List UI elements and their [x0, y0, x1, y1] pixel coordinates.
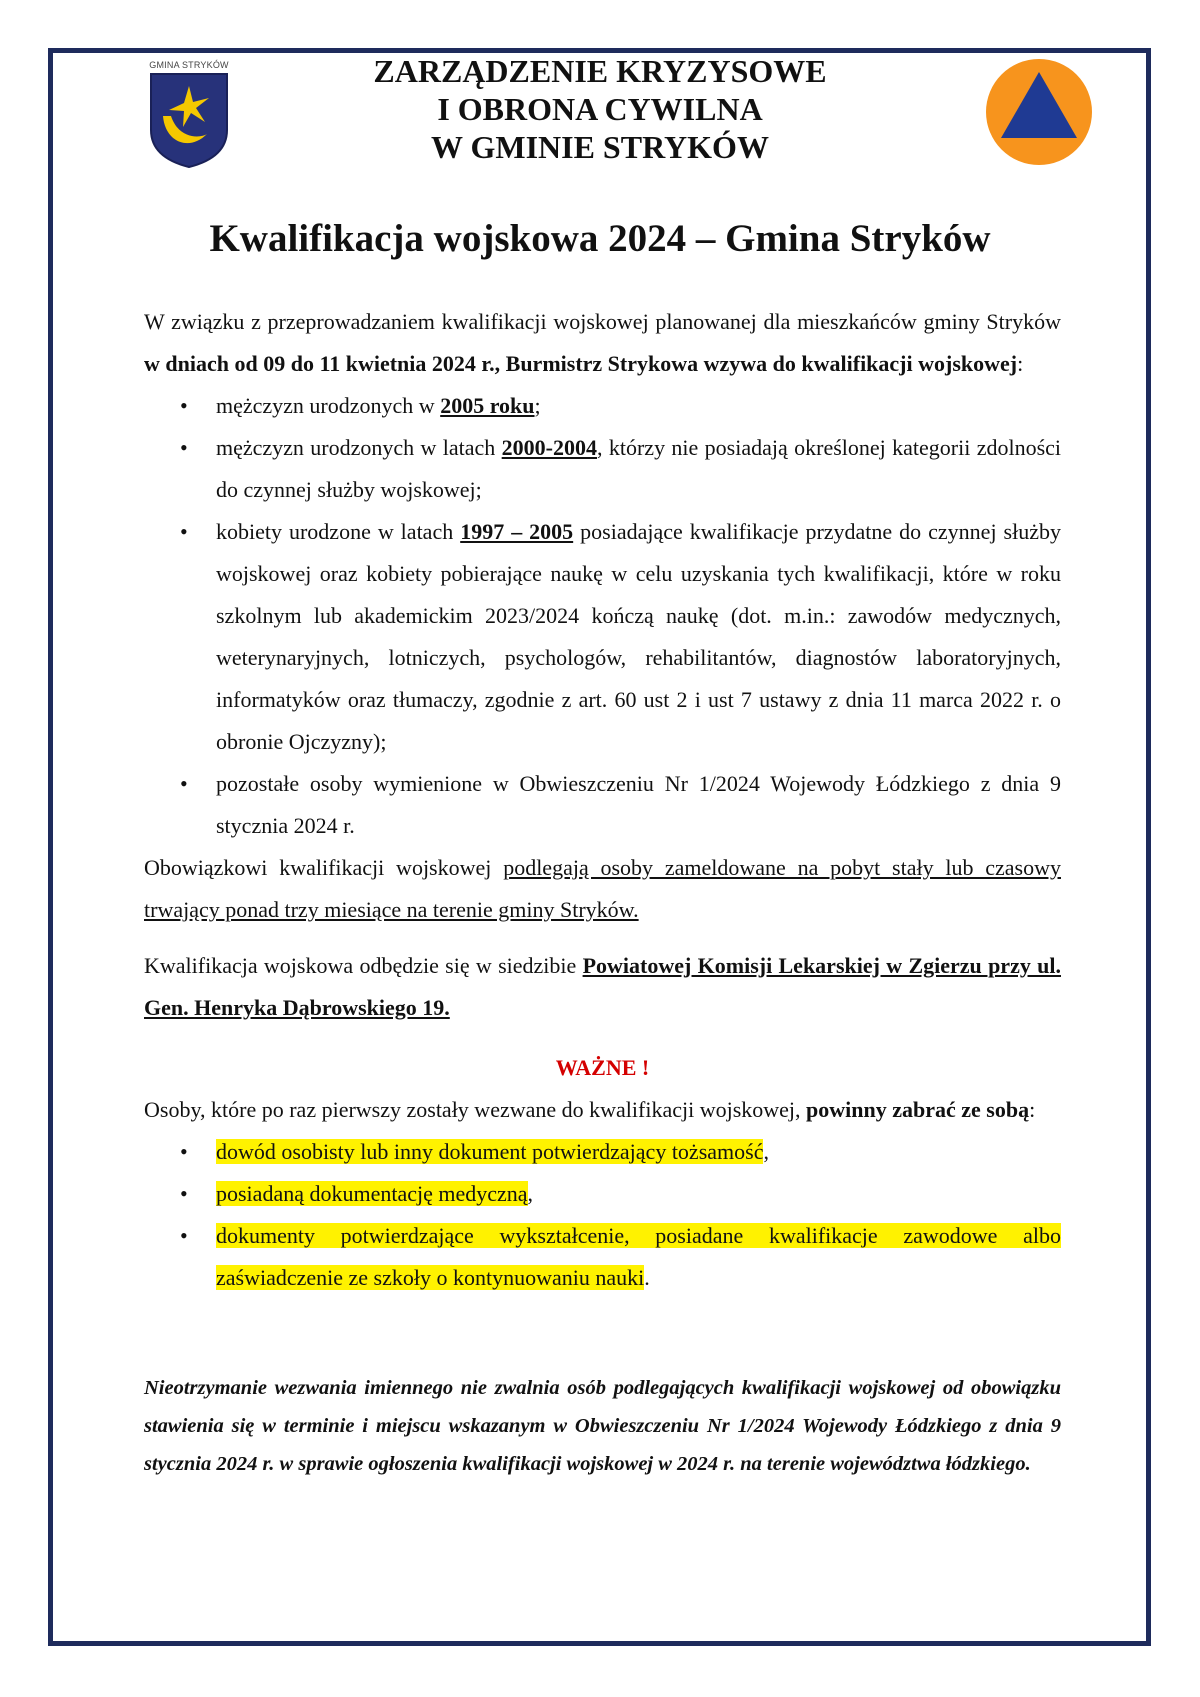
highlighted-text: posiadaną dokumentację medyczną — [216, 1181, 528, 1206]
crest-shield-icon — [149, 72, 229, 168]
intro-paragraph — [144, 301, 1061, 385]
list-item-punct: , — [527, 1181, 534, 1206]
civil-defence-logo-icon — [985, 58, 1093, 166]
document-body — [144, 301, 1061, 1483]
gmina-crest — [149, 60, 229, 168]
intro-text: W związku z przeprowadzaniem kwalifikacji wojskowej planowanej dla mieszkańców gminy Stryków — [144, 309, 1061, 334]
list-item-text: kobiety urodzone w latach — [216, 519, 461, 544]
summoned-groups-list — [144, 385, 1061, 847]
list-item — [216, 1173, 1061, 1215]
required-documents-list — [144, 1131, 1061, 1299]
list-item-punct: ; — [534, 393, 541, 418]
important-text: Osoby, które po raz pierwszy zostały wezwane do kwalifikacji wojskowej, — [144, 1097, 807, 1122]
highlighted-text: dowód osobisty lub inny dokument potwierdzający tożsamość — [216, 1139, 764, 1164]
list-item — [216, 427, 1061, 511]
list-item-text: , którzy nie posiadają określonej kategorii zdolności do czynnej służby wojskowej; — [216, 435, 1062, 502]
obligation-text: Obowiązkowi kwalifikacji wojskowej — [144, 855, 504, 880]
header-line-2: I OBRONA CYWILNA — [437, 91, 763, 127]
header-title — [300, 52, 900, 166]
crest-label: GMINA STRYKÓW — [149, 60, 229, 70]
list-item — [216, 1131, 1061, 1173]
list-item-punct: . — [644, 1265, 650, 1290]
list-item — [216, 511, 1061, 763]
important-colon: : — [1029, 1097, 1036, 1122]
list-item-punct: , — [763, 1139, 769, 1164]
obligation-underlined: podlegają osoby zameldowane na pobyt stały lub czasowy trwający ponad trzy miesiące na terenie gminy Stryków. — [144, 855, 1061, 922]
obligation-paragraph — [144, 847, 1061, 931]
list-item-year: 1997 – 2005 — [460, 519, 574, 544]
document-title: Kwalifikacja wojskowa 2024 – Gmina Stryków — [209, 217, 991, 260]
location-address: Powiatowej Komisji Lekarskiej w Zgierzu przy ul. Gen. Henryka Dąbrowskiego 19. — [144, 953, 1061, 1020]
intro-bold: w dniach od 09 do 11 kwietnia 2024 r., Burmistrz Strykowa wzywa do kwalifikacji wojskowej — [144, 351, 1018, 376]
intro-colon: : — [1017, 351, 1024, 376]
list-item — [216, 1215, 1061, 1299]
location-paragraph — [144, 945, 1061, 1029]
list-item — [216, 385, 1061, 427]
footer-note: Nieotrzymanie wezwania imiennego nie zwalnia osób podlegających kwalifikacji wojskowej od obowiązku stawienia się w terminie i miejscu wskazanym w Obwieszczeniu Nr 1/2024 Wojewody Łódzkiego z dnia 9 stycznia 2024 r. w sprawie ogłoszenia kwalifikacji wojskowej w 2024 r. na terenie województwa łódzkiego. — [144, 1377, 1061, 1475]
list-item-text: mężczyzn urodzonych w — [216, 393, 441, 418]
header-line-3: W GMINIE STRYKÓW — [431, 129, 769, 165]
list-item: • pozostałe osoby wymienione w Obwieszczeniu Nr 1/2024 Wojewody Łódzkiego z dnia 9 stycznia 2024 r. — [216, 763, 1061, 847]
list-item-text: mężczyzn urodzonych w latach — [216, 435, 502, 460]
important-paragraph — [144, 1089, 1061, 1131]
important-bold: powinny zabrać ze sobą — [806, 1097, 1030, 1122]
location-text: Kwalifikacja wojskowa odbędzie się w siedzibie — [144, 953, 583, 978]
list-item-year: 2005 roku — [440, 393, 535, 418]
list-item-text: posiadające kwalifikacje przydatne do czynnej służby wojskowej oraz kobiety pobierające naukę w celu uzyskania tych kwalifikacji, które w roku szkolnym lub akademickim 2023/2024 kończą naukę (dot. m.in.: zawodów medycznych, weterynaryjnych, lotniczych, psychologów, rehabilitantów, diagnostów laboratoryjnych, informatyków oraz tłumaczy, zgodnie z art. 60 ust 2 i ust 7 ustawy z dnia 11 marca 2022 r. o obronie Ojczyzny); — [216, 519, 1061, 754]
highlighted-text: dokumenty potwierdzające wykształcenie, posiadane kwalifikacje zawodowe albo zaświadczenie ze szkoły o kontynuowaniu nauki — [216, 1223, 1061, 1290]
header-line-1: ZARZĄDZENIE KRYZYSOWE — [373, 53, 827, 89]
list-item-year: 2000-2004 — [501, 435, 597, 460]
important-heading: WAŻNE ! — [555, 1055, 650, 1080]
